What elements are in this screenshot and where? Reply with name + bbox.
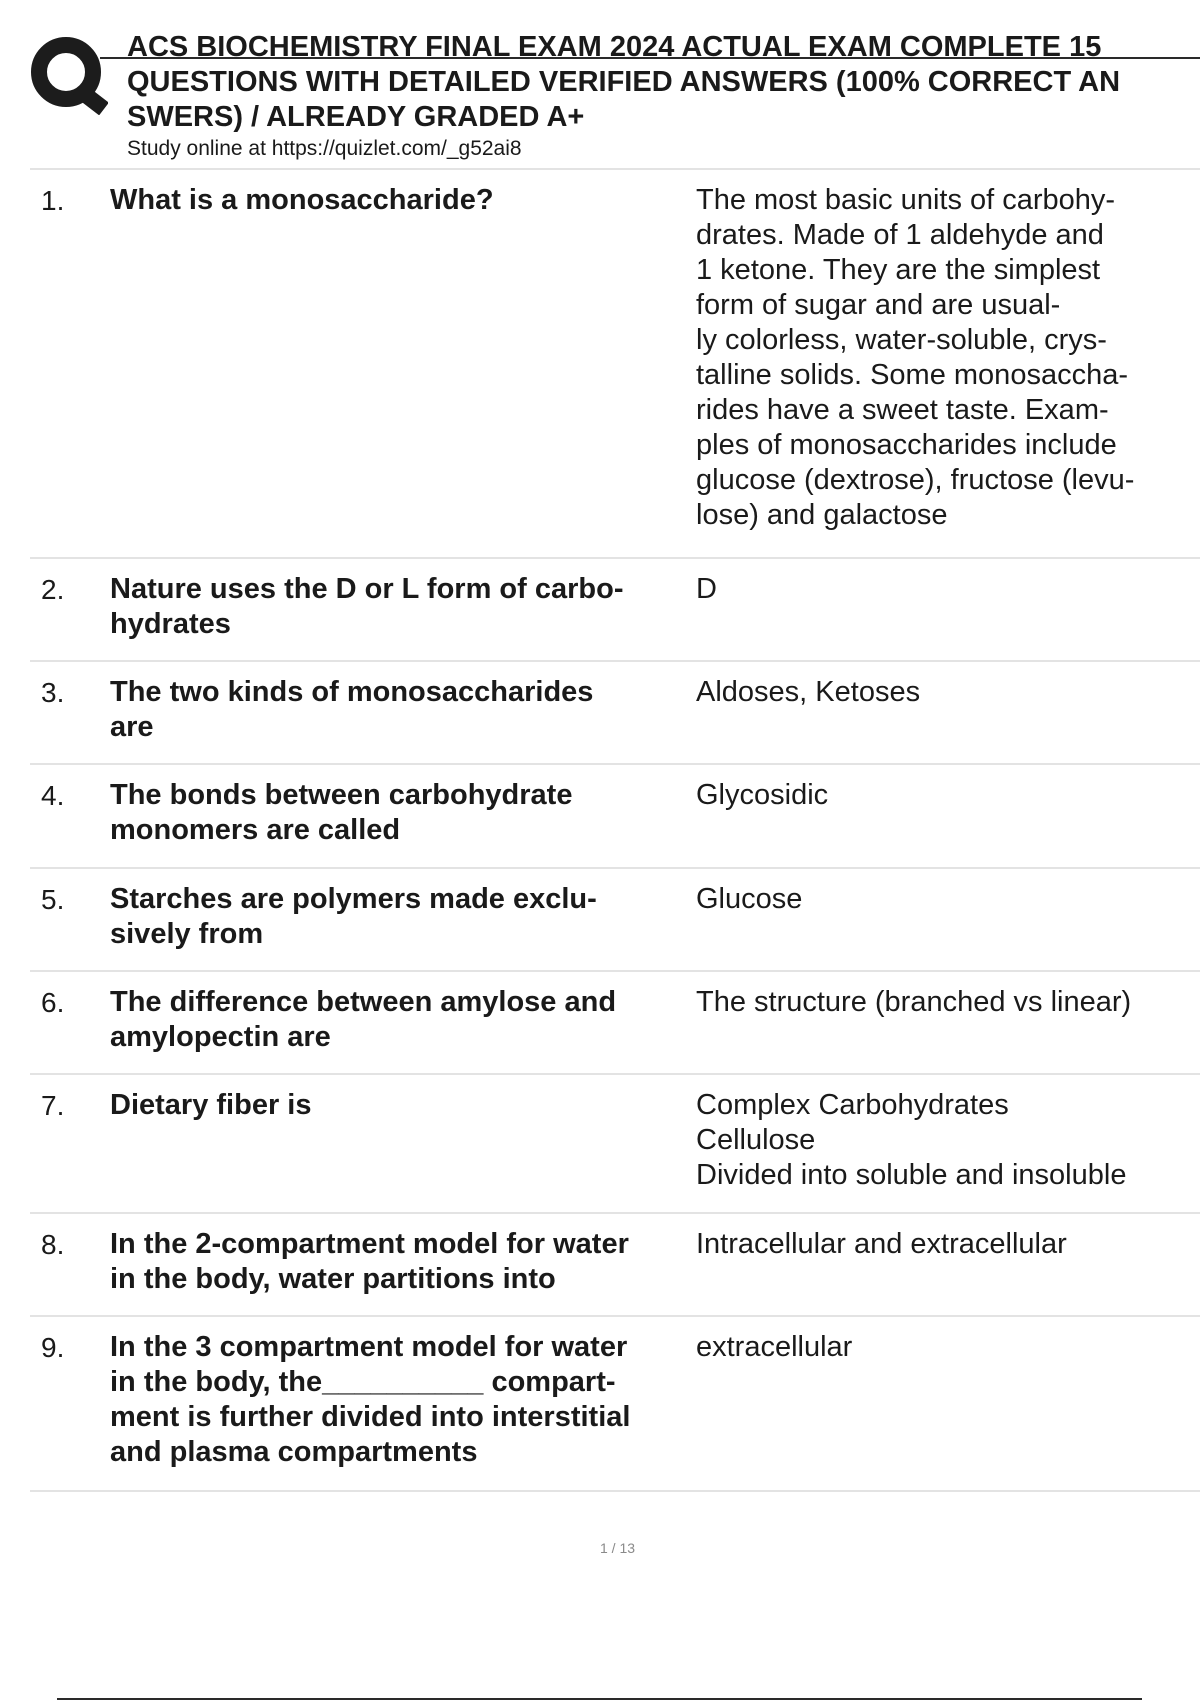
qa-row-6 [30,972,1200,1075]
qa-row-8 [30,1214,1200,1317]
question-text: Dietary fiber is [110,1089,312,1121]
question-text: Nature uses the D or L form of carbo- hydrates [110,573,624,640]
qa-row-5 [30,869,1200,972]
question-text: In the 3 compartment model for water in the body, the__________ compart- ment is further divided into interstitial and plasma compartments [110,1331,631,1468]
document-header [0,0,1200,170]
qa-row-2 [30,559,1200,662]
document-title [127,30,1200,135]
answer-text: The most basic units of carbohy- drates. Made of 1 aldehyde and 1 ketone. They are the simplest form of sugar and are usual- ly colorless, water-soluble, crys- talline solids. Some monosaccha- rides have a sweet taste. Exam- ples of monosaccharides include glucose (dextrose), fructose (levu- lose) and galactose [696,184,1135,531]
answer-text: The structure (branched vs linear) [696,986,1132,1018]
question-number: 7. [41,1090,65,1121]
qa-row-4 [30,765,1200,869]
answer-text: Glucose [696,883,803,915]
question-number: 9. [41,1332,65,1363]
question-number: 5. [41,884,65,915]
page-number: 1 / 13 [599,1540,636,1556]
question-number: 3. [41,677,65,708]
question-text: The difference between amylose and amylopectin are [110,986,617,1053]
qa-row-7 [30,1075,1200,1214]
answer-text: Aldoses, Ketoses [696,676,921,708]
answer-text: Complex Carbohydrates Cellulose Divided into soluble and insoluble [696,1089,1127,1191]
question-text: The two kinds of monosaccharides are [110,676,594,743]
question-text: What is a monosaccharide? [110,184,494,216]
question-text: In the 2-compartment model for water in the body, water partitions into [110,1228,629,1295]
quizlet-logo-icon [30,33,108,115]
study-online-link[interactable]: Study online at https://quizlet.com/_g52ai8 [127,137,522,160]
answer-text: Intracellular and extracellular [696,1228,1067,1260]
title-line-3: SWERS) / ALREADY GRADED A+ [127,101,585,133]
question-number: 1. [41,185,65,216]
question-text: Starches are polymers made exclu- sively from [110,883,597,950]
qa-row-9 [30,1317,1200,1492]
question-number: 4. [41,780,65,811]
question-number: 2. [41,574,65,605]
answer-text: Glycosidic [696,779,829,811]
question-number: 8. [41,1229,65,1260]
title-line-2: QUESTIONS WITH DETAILED VERIFIED ANSWERS (100% CORRECT AN [127,66,1121,98]
qa-row-3 [30,662,1200,765]
title-line-1: ACS BIOCHEMISTRY FINAL EXAM 2024 ACTUAL EXAM COMPLETE 15 [127,31,1102,63]
question-number: 6. [41,987,65,1018]
qa-row-1 [30,170,1200,559]
answer-text: extracellular [696,1331,853,1363]
question-text: The bonds between carbohydrate monomers are called [110,779,573,846]
answer-text: D [696,573,717,605]
question-answer-list [30,170,1200,1492]
